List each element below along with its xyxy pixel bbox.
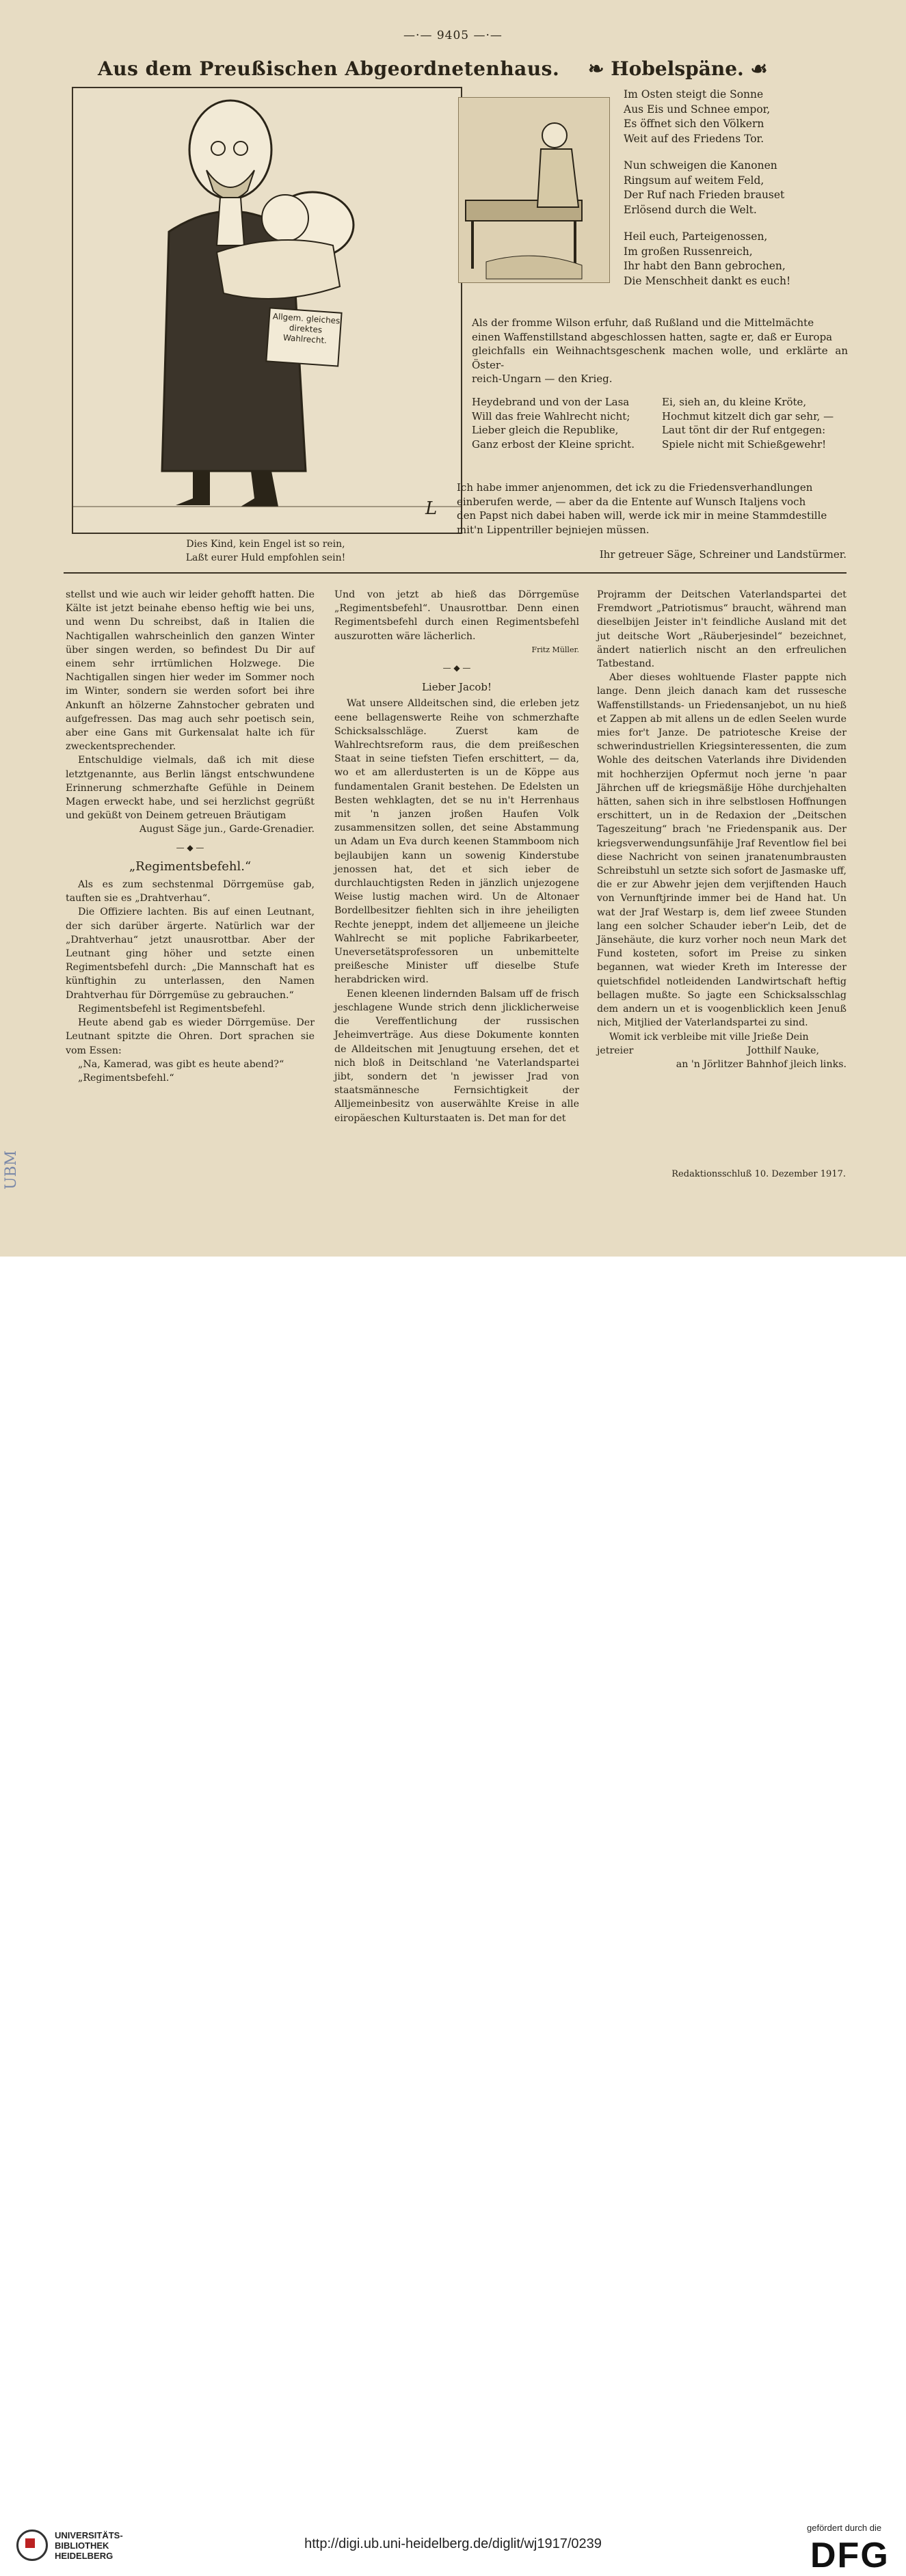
poem-stanza-2: Nun schweigen die Kanonen Ringsum auf weitem Feld, Der Ruf nach Frieden brauset Erlösend durch die Welt. (624, 159, 785, 216)
poem-heydebrand-right: Ei, sieh an, du kleine Kröte, Hochmut kitzelt dich gar sehr, — Laut tönt dir der Ruf entgegen: Spiele nicht mit Schießgewehr! (662, 396, 834, 451)
poem-stanza-3: Heil euch, Parteigenossen, Im großen Russenreich, Ihr habt den Bann gebrochen, Die Menschheit dankt es euch! (624, 230, 791, 287)
wilson-paragraph: Als der fromme Wilson erfuhr, daß Rußland und die Mittelmächte einen Waffenstillstand abgeschlossen hatten, sagte er, daß er Europa gleichfalls ein Weihnachtsgeschenk machen wolle, und erklärte an Öster- reich-Ungarn — den Krieg. (472, 317, 848, 385)
redaktionsschluss: Redaktionsschluß 10. Dezember 1917. (671, 1169, 846, 1179)
section-divider (64, 572, 847, 574)
cartoon-caption: Dies Kind, kein Engel ist so rein, Laßt eurer Huld empfohlen sein! (185, 539, 346, 563)
poem-heydebrand-left: Heydebrand und von der Lasa Will das freie Wahlrecht nicht; Lieber gleich die Republike, Ganz erbost der Kleine spricht. (472, 396, 635, 451)
heading-hobelspaene: ❧ Hobelspäne. ☙ (588, 57, 768, 80)
cartoon-illustration (72, 87, 462, 534)
carpenter-illustration (458, 97, 610, 283)
regimentsbefehl-title: „Regimentsbefehl.“ (129, 859, 252, 874)
ornament-divider: — ◆ — (442, 663, 471, 673)
col3-signature: jetreier Jotthilf Nauke, (597, 1045, 819, 1056)
papst-signature: Ihr getreuer Säge, Schreiner und Landstürmer. (599, 548, 847, 561)
column-3: Projramm der Deitschen Vaterlandspartei det Fremdwort „Patriotismus“ braucht, während man dieselbijen Jeister in't feindliche Ausland mit det jut deitsche Wort „Räuberjesindel“ bezeichnet, ändert natierlich nischt an den erfreulichen Tatbestand. Aber dieses wohltuende Flaster pappte nich lange. Denn jleich danach kam det russesche Waffenstillstands- un Friedensanjebot, un nu hieß et Zappen ab mit allens un de edlen Seelen wurde mies for't Janze. De patriotesche Kreise der schwerindustriellen Kriegsinteressenten, die zum Wohle des deitschen Vaterlands ihre Dividenden mit hochherzijen Opfermut noch jerne 'n paar Jährchen uff de kriegsmäßije Höhe durchjehalten hätten, sahen sich in ihre selbstlosen Hoffnungen erschittert, un in de Redaxion der „Deitschen Tageszeitung“ brach 'ne Friedenspanik aus. Der kriegsverwendungsunfähije Jraf Reventlow fiel bei diese Nachricht von seinen jranatenumbrausten Schreibstuhl un setzte sich sofort de Jasmaske uff, die er zur Abwehr jejen dem verjiftenden Hauch von Vernunftjrinde immer bei de Hand hat. Un wat der Jraf Westarp is, dem lief zweee Stunden lang een solcher Schauder ieber'n Leib, det de Jänsehäute, die kurz vorher noch neun Mark det Fund kosteten, sofort im Preise zu sinken begannen, wat wieder Kreth im Interesse der quietschfidel notleidenden Landwirtschaft heftig bellagen mußte. So jagte een Schicksalsschlag dem andern un et is voogenblicklich keen Jenuß nich, Mitjlied der Vaterlandspartei zu sind. Womit ick verbleibe mit ville Jrieße Dein jetreier Jotthilf Nauke, an 'n Jörlitzer Bahnhof jleich links. (597, 589, 847, 1070)
column-2: Und von jetzt ab hieß das Dörrgemüse „Regimentsbefehl“. Unausrottbar. Denn einen Regimentsbefehl durch einen Regimentsbefehl auszurotten wäre lächerlich. Fritz Müller. — ◆ — Lieber Jacob! Wat unsere Alldeitschen sind, die erleben jetz eene bellagenswerte Reihe von schmerzhafte Schicksalsschläge. Zuerst kam de Wahlrechtsreform raus, die dem preißeschen Staat in seine tiefsten Tiefen erschittert, — da, wo et am allerdusterten is un de Köppe aus fundamentalen Granit bestehen. De Edelsten un Besten wehklagten, det se nu in't Herrenhaus mit 'n janzen jroßen Haufen Volk zusammensitzen sollen, det seine Abstammung un Adam un Eva durch keenen Stammboom nich bejlaubijen kann un sowenig Kinderstube jenossen hat, det et sich ieber de durchlauchtigsten Reden in jänzlich unjezogene Weise lustig machen wird. Un de Altonaer Bordellbesitzer fiehlten sich in ihre jeheiligten Rechte jeneppt, indem det alljemeene un jleiche Wahlrecht se mit popliche Fabrikarbeeter, Uneversetätsprofessoren un unbemittelte preißesche Minister uff dieselbe Stufe herabdricken wird. Eenen kleenen lindernden Balsam uff de frisch jeschlagene Wunde strich denn jlicklicherweise die Vereffentlichung der russischen Jeheimverträge. Aus diese Dokumente konnten de Alldeitschen mit Jenugtuung ersehen, det et nich bloß in Deitschland 'ne Vaterlandspartei jibt, sondern det 'n jewisser Jrad von staatsmännesche Fernsichtigkeit der Alljemeinbesitz von auserwählte Kreise in alle eiropäeschen Kulturstaaten is. Det man for det (334, 589, 579, 1124)
cartoon-monogram: L (425, 498, 438, 519)
ornament-icon: ☙ (743, 57, 768, 80)
column-1: stellst und wie auch wir leider gehofft hatten. Die Kälte ist jetzt beinahe ebenso heftig wie bei uns, und wenn Du schreibst, daß in Italien die Nachtigallen wahrscheinlich den ganzen Winter über singen werden, so befindest Du Dir auf einem sehr irrtümlichen Holzwege. Die Nachtigallen singen hier weder im Sommer noch im Winter, sondern sie werden sofort bei ihre Ankunft an hölzerne Zahnstocher gebraten und aufgefressen. Das mag auch sehr poetisch sein, aber eine Gans mit Gurkensalat halte ich für zweckentsprechender. Entschuldige vielmals, daß ich mit diese letztgenannte, aus Berlin längst entschwundene Erinnerung schmerzhafte Gefühle in Deinem Magen erweckt habe, und sei herzlichst gegrüßt und geküßt von Deinem getreuen Bräutigam August Säge jun., Garde-Grenadier. — ◆ — „Regimentsbefehl.“ Als es zum sechstenmal Dörrgemüse gab, tauften sie es „Drahtverhau“. Die Offiziere lachten. Bis auf einen Leutnant, der sich darüber ärgerte. Natürlich war der „Drahtverhau“ jetzt unausrottbar. Aber der Leutnant ging höher und setzte einen Regimentsbefehl durch: „Die Mannschaft hat es künftighin zu unterlassen, den Namen Drahtverhau für Dörrgemüse zu gebrauchen.“ Regimentsbefehl ist Regimentsbefehl. Heute abend gab es wieder Dörrgemüse. Der Leutnant spitzte die Ohren. Dort sprachen sie vom Essen: „Na, Kamerad, was gibt es heute abend?“ „Regimentsbefehl.“ (66, 589, 315, 1084)
carpenter-drawing (459, 98, 609, 282)
ornament-icon: ❧ (588, 57, 611, 80)
spine-label: UBM (3, 1150, 20, 1190)
cartoon-drawing (73, 88, 461, 533)
col1-signature: August Säge jun., Garde-Grenadier. (139, 824, 315, 835)
scanned-page (0, 0, 906, 1257)
footer-bar (0, 1257, 906, 2575)
papst-paragraph: Ich habe immer anjenommen, det ick zu die Friedensverhandlungen einberufen werde, — aber da die Entente auf Wunsch Italjens voch den Papst nich dabei haben will, werde ick mir in meine Stammdestille mit'n Lippentriller bejniejen müssen. (457, 481, 827, 536)
permalink-url[interactable]: http://digi.ub.uni-heidelberg.de/diglit/wj1917/0239 (304, 2536, 602, 2551)
page-number: —·— 9405 —·— (403, 29, 503, 42)
university-name: UNIVERSITÄTS- BIBLIOTHEK HEIDELBERG (55, 2530, 123, 2561)
heading-abgeordnetenhaus: Aus dem Preußischen Abgeordnetenhaus. (98, 57, 560, 80)
dfg-logo[interactable]: DFG (810, 2536, 890, 2575)
funded-by-label: gefördert durch die (807, 2523, 882, 2533)
poem-stanza-1: Im Osten steigt die Sonne Aus Eis und Schnee empor, Es öffnet sich den Völkern Weit auf des Friedens Tor. (624, 88, 771, 145)
cartoon-sign: Allgem. gleiches direktes Wahlrecht. (272, 311, 341, 346)
col2-author: Fritz Müller. (531, 645, 579, 654)
ornament-divider: — ◆ — (176, 842, 204, 853)
lieber-jacob-title: Lieber Jacob! (421, 681, 492, 694)
